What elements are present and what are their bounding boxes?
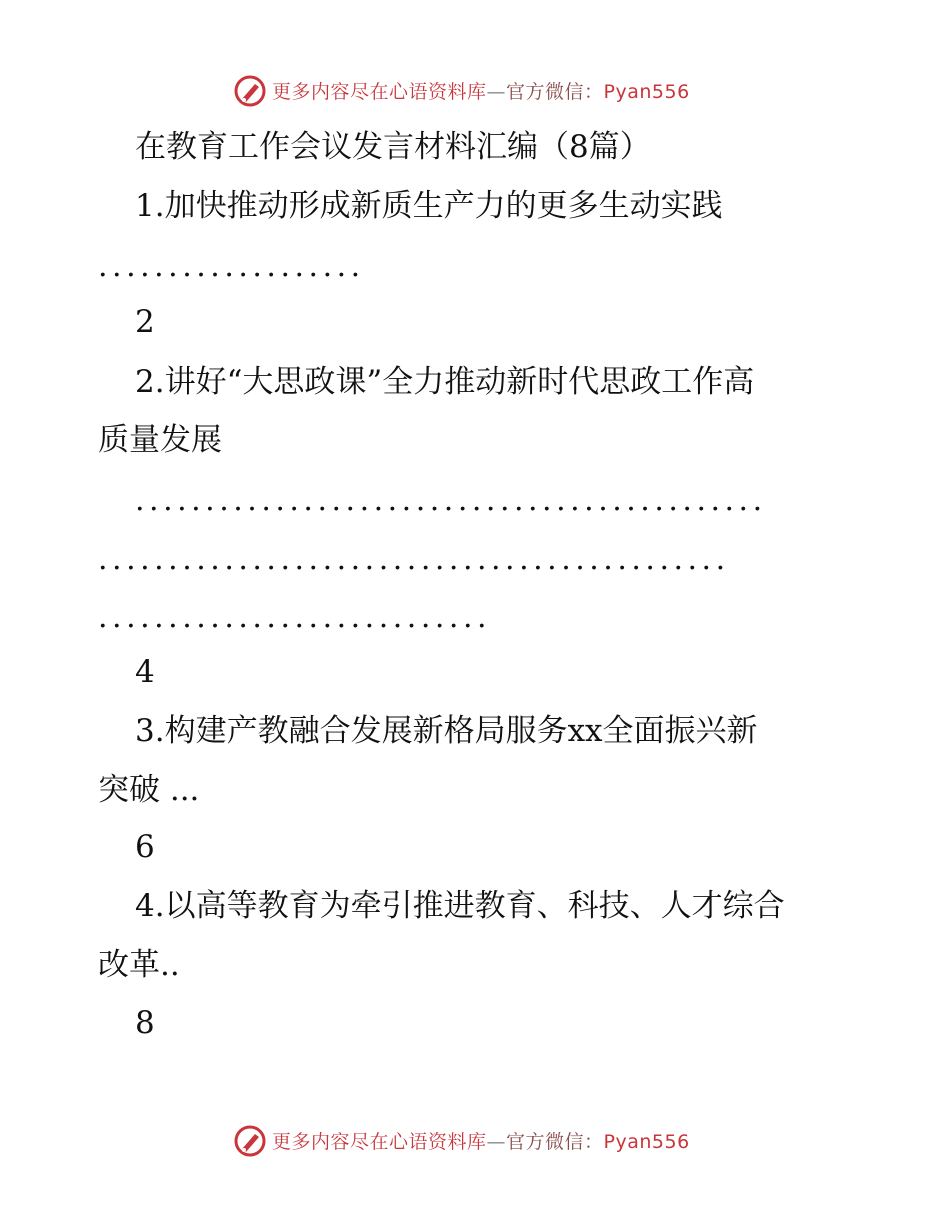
toc-entry-2-leader-line-3: ............................ <box>98 600 492 635</box>
pen-logo-icon <box>233 74 267 108</box>
watermark-separator: — <box>486 81 507 103</box>
toc-entry-1-leader-line-1: ................... <box>98 249 365 284</box>
toc-entry-3-title-line-2: 突破 ... <box>98 772 200 808</box>
watermark-brand: 更多内容尽在心语资料库 <box>272 1131 487 1153</box>
watermark-contact-label: 官方微信： <box>506 1131 604 1153</box>
watermark-separator: — <box>486 1131 507 1153</box>
toc-entry-4-title-line-2: 改革.. <box>98 947 180 983</box>
toc-entry-2-title-line-2: 质量发展 <box>98 422 222 458</box>
watermark-banner-top <box>0 70 950 110</box>
watermark-text <box>272 1127 690 1154</box>
watermark-banner-bottom <box>0 1120 950 1160</box>
toc-entry-2-title-line-1: 2.讲好“大思政课”全力推动新时代思政工作高 <box>135 364 755 400</box>
pen-logo-icon <box>233 1124 267 1158</box>
toc-entry-2-page-number: 4 <box>135 654 155 690</box>
document-title: 在教育工作会议发言材料汇编（8篇） <box>135 129 651 165</box>
toc-entry-4-page-number: 8 <box>135 1005 155 1041</box>
toc-entry-1-page-number: 2 <box>135 304 155 340</box>
toc-entry-4-title-line-1: 4.以高等教育为牵引推进教育、科技、人才综合 <box>135 888 785 924</box>
watermark-contact-label: 官方微信： <box>506 81 604 103</box>
toc-entry-3-title-line-1: 3.构建产教融合发展新格局服务xx全面振兴新 <box>135 713 758 749</box>
toc-entry-1-title-line-1: 1.加快推动形成新质生产力的更多生动实践 <box>135 188 723 224</box>
watermark-contact-id: Pyan556 <box>603 1131 690 1153</box>
watermark-text <box>272 77 690 104</box>
watermark-contact-id: Pyan556 <box>603 81 690 103</box>
toc-entry-2-leader-line-2: ............................................. <box>98 542 730 577</box>
watermark-brand: 更多内容尽在心语资料库 <box>272 81 487 103</box>
toc-entry-2-leader-line-1: ............................................. <box>135 483 767 518</box>
toc-entry-3-page-number: 6 <box>135 829 155 865</box>
